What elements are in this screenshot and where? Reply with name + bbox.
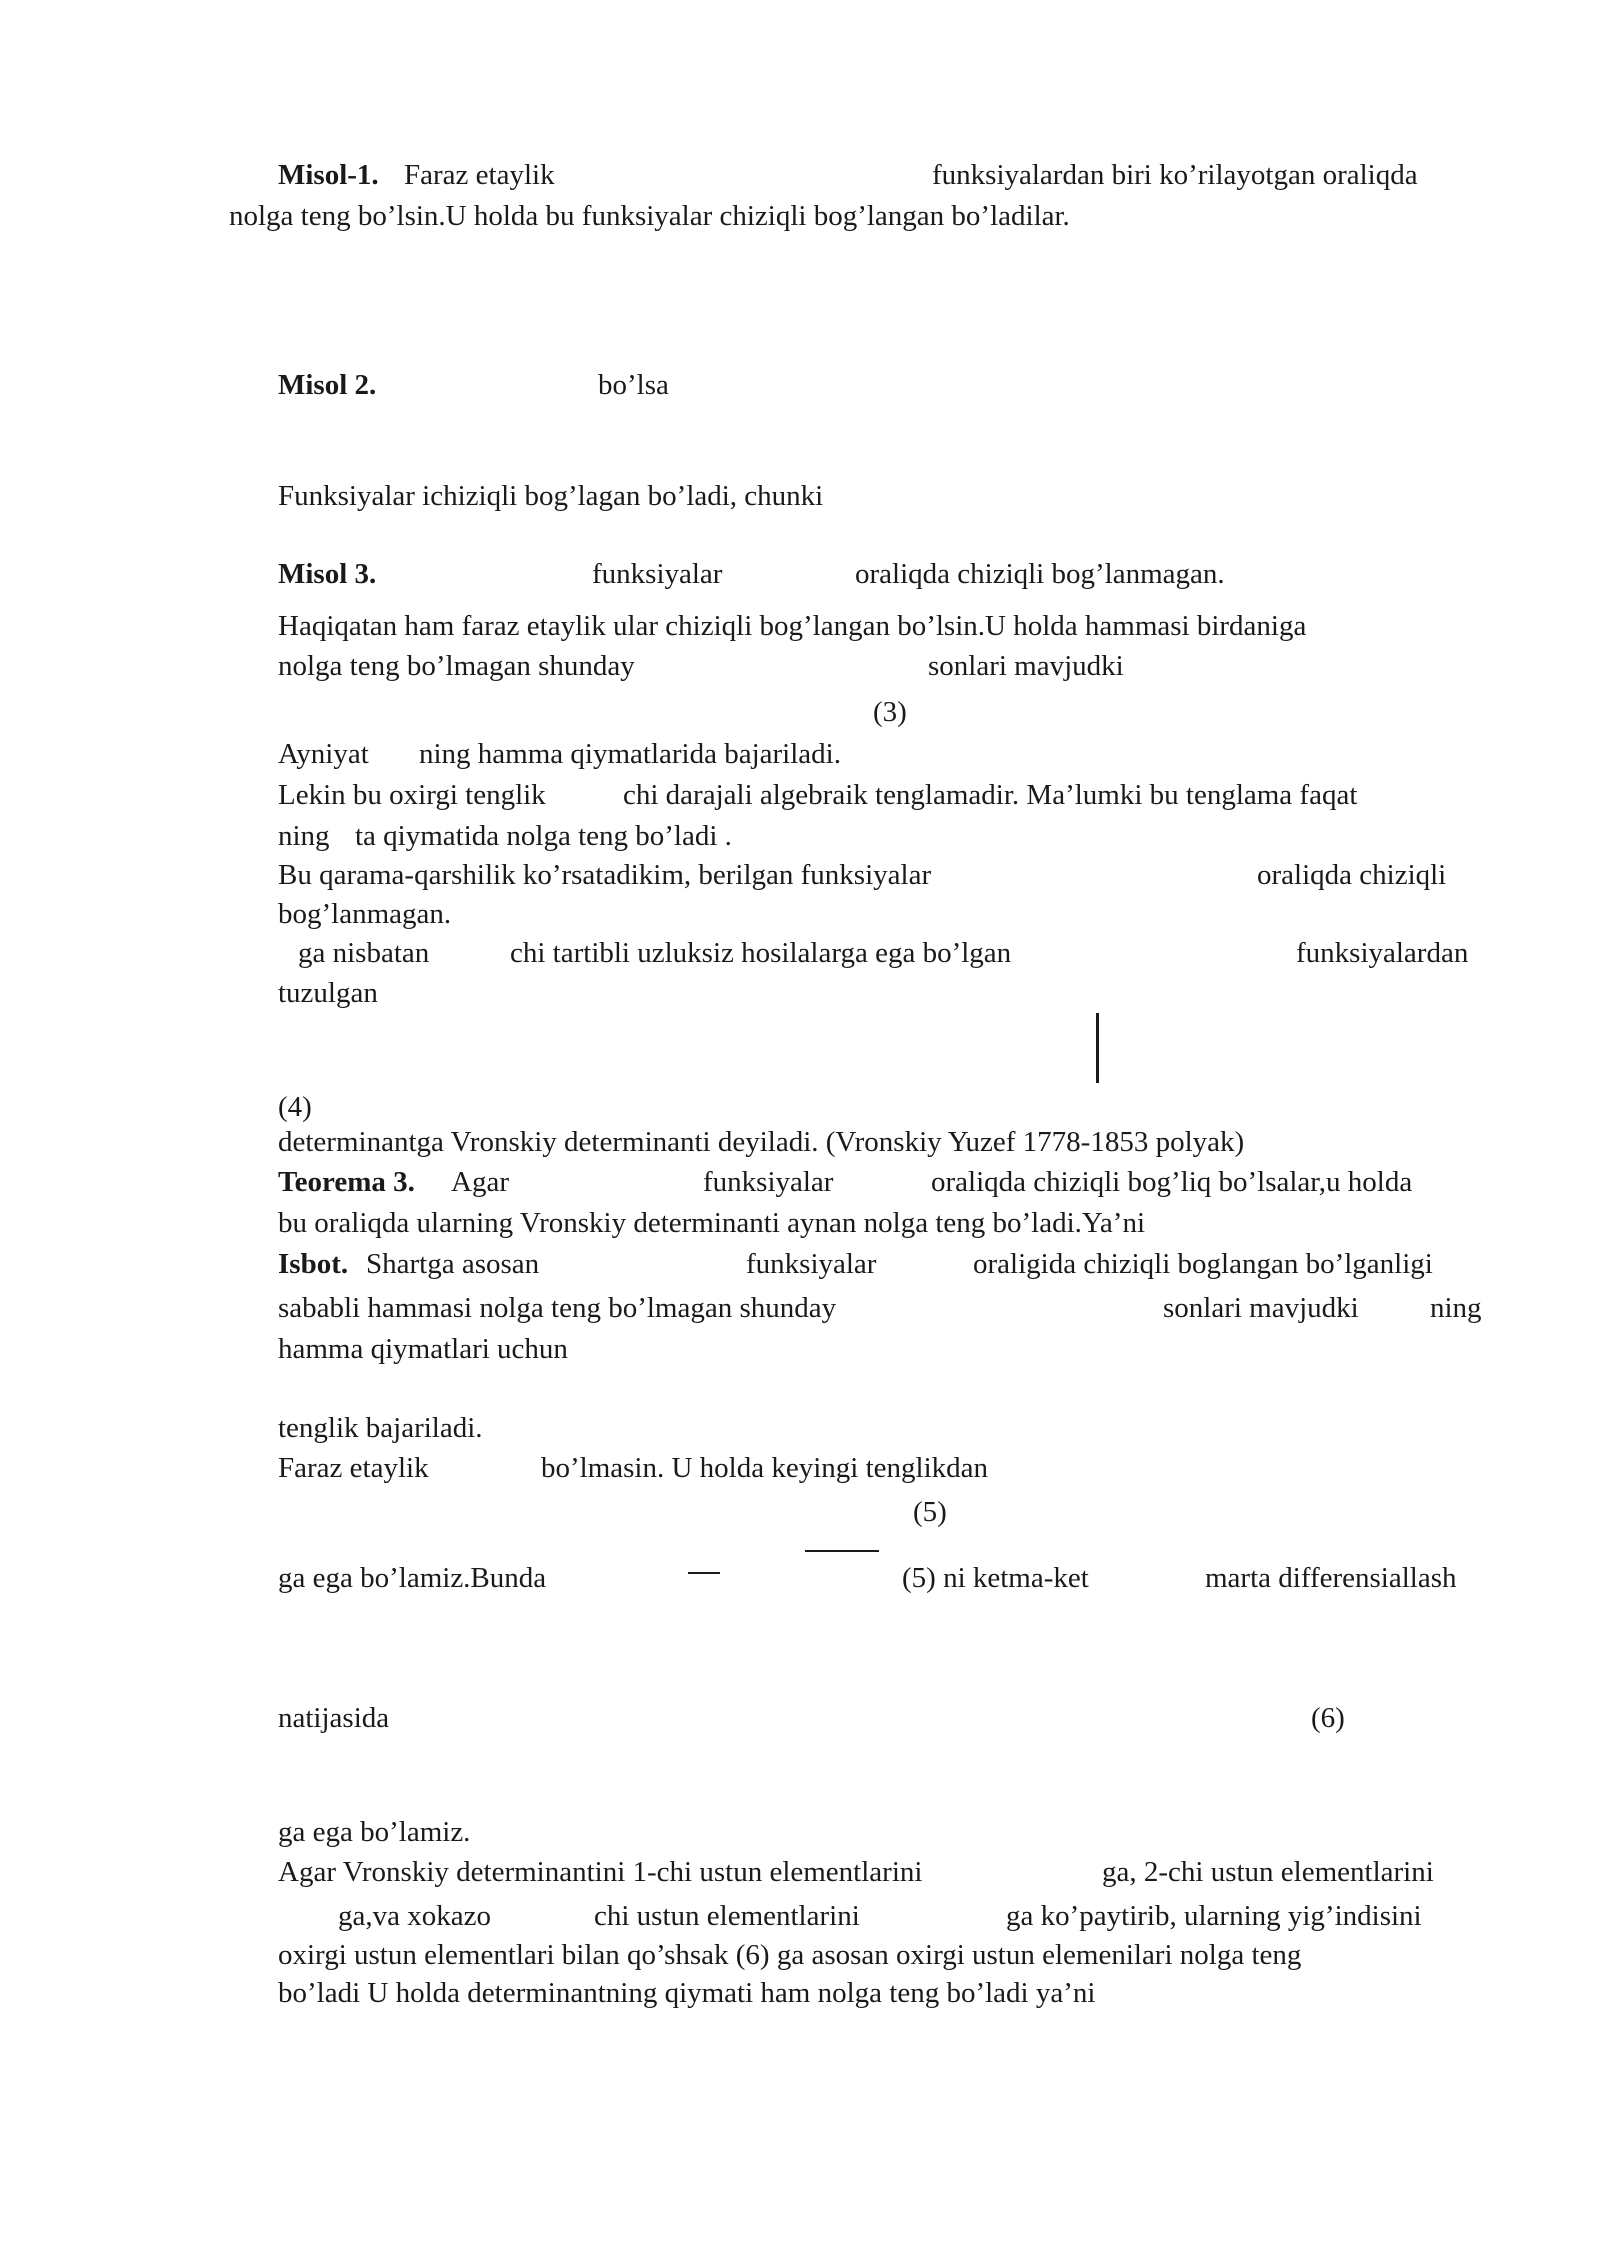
isbot-line10-b: chi ustun elementlarini bbox=[594, 1900, 860, 1932]
misol3-para-3b: ning hamma qiymatlarida bajariladi. bbox=[419, 738, 841, 770]
misol3-para-5a: ning bbox=[278, 820, 330, 852]
vronskiy-definition: determinantga Vronskiy determinanti deyiladi. (Vronskiy Yuzef 1778-1853 polyak) bbox=[278, 1126, 1245, 1158]
isbot-line9-b: ga, 2-chi ustun elementlarini bbox=[1102, 1856, 1434, 1888]
isbot-line11: oxirgi ustun elementlari bilan qo’shsak (6) ga asosan oxirgi ustun elemenilari nolga teng bbox=[278, 1939, 1302, 1971]
misol2-text: bo’lsa bbox=[598, 369, 669, 401]
isbot-line2-b: sonlari mavjudki bbox=[1163, 1292, 1359, 1324]
misol3-para-1: Haqiqatan ham faraz etaylik ular chiziqli bog’langan bo’lsin.U holda hammasi birdaniga bbox=[278, 610, 1307, 642]
determinant-bar bbox=[1096, 1013, 1099, 1083]
misol1-line2: nolga teng bo’lsin.U holda bu funksiyalar chiziqli bog’langan bo’ladilar. bbox=[229, 200, 1070, 232]
isbot-line2-a: sababli hammasi nolga teng bo’lmagan shunday bbox=[278, 1292, 837, 1324]
teorema-label: Teorema 3. bbox=[278, 1166, 415, 1198]
misol3-text-a: funksiyalar bbox=[592, 558, 723, 590]
teorema-text-b: funksiyalar bbox=[703, 1166, 834, 1198]
misol3-para-4a: Lekin bu oxirgi tenglik bbox=[278, 779, 546, 811]
misol3-para-2a: nolga teng bo’lmagan shunday bbox=[278, 650, 635, 682]
misol3-para-6b: oraliqda chiziqli bbox=[1257, 859, 1447, 891]
misol1-text-a: Faraz etaylik bbox=[404, 159, 555, 191]
misol3-label: Misol 3. bbox=[278, 558, 377, 590]
isbot-line6-c: marta differensiallash bbox=[1205, 1562, 1457, 1594]
teorema-text-a: Agar bbox=[451, 1166, 509, 1198]
misol1-label: Misol-1. bbox=[278, 159, 379, 191]
isbot-label: Isbot. bbox=[278, 1248, 349, 1280]
teorema-text-c: oraliqda chiziqli bog’liq bo’lsalar,u holda bbox=[931, 1166, 1413, 1198]
misol2-label: Misol 2. bbox=[278, 369, 377, 401]
isbot-text-b: funksiyalar bbox=[746, 1248, 877, 1280]
isbot-text-a: Shartga asosan bbox=[366, 1248, 540, 1280]
isbot-line7: natijasida bbox=[278, 1702, 390, 1734]
misol3-para-6a: Bu qarama-qarshilik ko’rsatadikim, berilgan funksiyalar bbox=[278, 859, 932, 891]
isbot-line4: tenglik bajariladi. bbox=[278, 1412, 483, 1444]
equation-number-5: (5) bbox=[913, 1496, 947, 1528]
misol3-para-8a: ga nisbatan bbox=[298, 937, 430, 969]
misol3-para-2b: sonlari mavjudki bbox=[928, 650, 1124, 682]
equation-number-3: (3) bbox=[873, 696, 907, 728]
fraction-line bbox=[805, 1550, 879, 1552]
isbot-text-c: oraligida chiziqli boglangan bo’lganligi bbox=[973, 1248, 1433, 1280]
misol3-para-4b: chi darajali algebraik tenglamadir. Ma’lumki bu tenglama faqat bbox=[623, 779, 1358, 811]
equation-number-6: (6) bbox=[1311, 1702, 1345, 1734]
isbot-line2-c: ning bbox=[1430, 1292, 1482, 1324]
isbot-line5-a: Faraz etaylik bbox=[278, 1452, 429, 1484]
isbot-line8: ga ega bo’lamiz. bbox=[278, 1816, 471, 1848]
isbot-line12: bo’ladi U holda determinantning qiymati ham nolga teng bo’ladi ya’ni bbox=[278, 1977, 1096, 2009]
isbot-line6-a: ga ega bo’lamiz.Bunda bbox=[278, 1562, 547, 1594]
isbot-line9-a: Agar Vronskiy determinantini 1-chi ustun elementlarini bbox=[278, 1856, 923, 1888]
fraction-line-small bbox=[688, 1572, 720, 1574]
misol3-text-b: oraliqda chiziqli bog’lanmagan. bbox=[855, 558, 1225, 590]
isbot-line3: hamma qiymatlari uchun bbox=[278, 1333, 568, 1365]
misol3-para-8c: funksiyalardan bbox=[1296, 937, 1469, 969]
misol3-para-7: bog’lanmagan. bbox=[278, 898, 452, 930]
misol3-para-8b: chi tartibli uzluksiz hosilalarga ega bo’lgan bbox=[510, 937, 1012, 969]
misol3-para-5b: ta qiymatida nolga teng bo’ladi . bbox=[355, 820, 732, 852]
equation-number-4: (4) bbox=[278, 1091, 312, 1123]
isbot-line10-c: ga ko’paytirib, ularning yig’indisini bbox=[1006, 1900, 1422, 1932]
misol3-para-9: tuzulgan bbox=[278, 977, 378, 1009]
isbot-line10-a: ga,va xokazo bbox=[338, 1900, 491, 1932]
teorema-line2: bu oraliqda ularning Vronskiy determinanti aynan nolga teng bo’ladi.Ya’ni bbox=[278, 1207, 1146, 1239]
isbot-line6-b: (5) ni ketma-ket bbox=[902, 1562, 1089, 1594]
misol2-line2: Funksiyalar ichiziqli bog’lagan bo’ladi, chunki bbox=[278, 480, 824, 512]
misol1-text-b: funksiyalardan biri ko’rilayotgan oraliqda bbox=[932, 159, 1418, 191]
isbot-line5-b: bo’lmasin. U holda keyingi tenglikdan bbox=[541, 1452, 989, 1484]
misol3-para-3a: Ayniyat bbox=[278, 738, 369, 770]
